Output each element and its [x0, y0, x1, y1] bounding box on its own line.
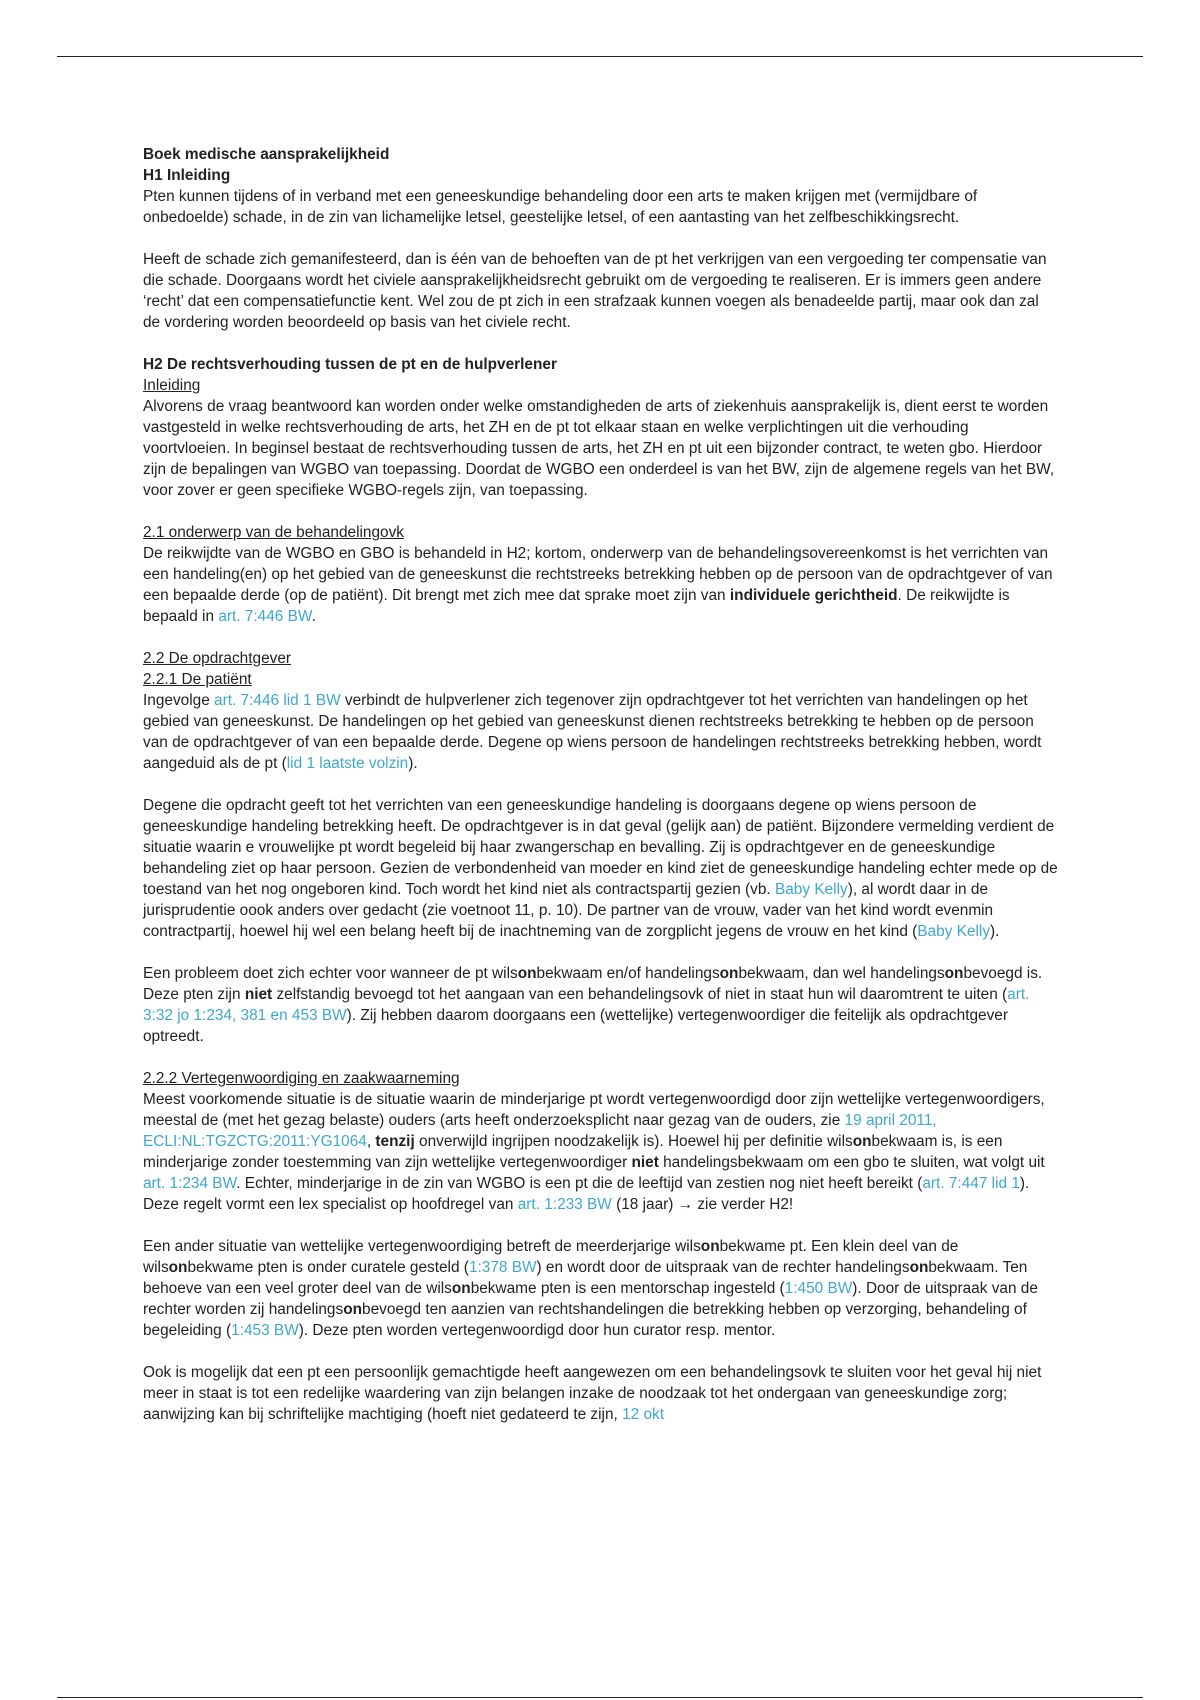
section-2-2-1-paragraph-3: Een probleem doet zich echter voor wanneer de pt wilsonbekwaam en/of handelingsonbekwaam, dan wel handelingsonbevoegd is. Deze pten zijn niet zelfstandig bevoegd tot het aangaan van een behandelingsovk of niet in staat hun wil daaromtrent te uiten (art. 3:32 jo 1:234, 381 en 453 BW). Zij hebben daarom doorgaans een (wettelijke) vertegenwoordiger die feitelijk als opdrachtgever optreedt. — [143, 965, 1043, 1045]
subheading-2-2-1: 2.2.1 De patiënt — [143, 671, 252, 688]
case-link[interactable]: 19 april 2011, ECLI:NL:TGZCTG:2011:YG1064 — [143, 1112, 937, 1150]
article-link[interactable]: art. 7:446 BW — [218, 608, 312, 625]
h1-paragraph-2: Heeft de schade zich gemanifesteerd, dan is één van de behoeften van de pt het verkrijgen van een vergoeding ter compensatie van die schade. Doorgaans wordt het civiele aansprakelijkheidsrecht gebruikt om de vergoeding te realiseren. Er is immers geen andere ‘recht’ dat een compensatiefunctie kent. Wel zou de pt zich in een strafzaak kunnen voegen als benadeelde partij, maar ook dan zal de vordering worden beoordeeld op basis van het civiele recht. — [143, 251, 1047, 331]
case-link[interactable]: 12 okt — [622, 1406, 665, 1423]
article-link[interactable]: 1:453 BW — [231, 1322, 299, 1339]
footer-rule — [57, 1697, 1143, 1698]
section-2-2-1-paragraph-2: Degene die opdracht geeft tot het verrichten van een geneeskundige handeling is doorgaans degene op wiens persoon de geneeskundige handeling betrekking heeft. De opdrachtgever is in dat geval (gelijk aan) de patiënt. Bijzondere vermelding verdient de situatie waarin e vrouwelijke pt wordt begeleid bij haar zwangerschap en bevalling. Zij is opdrachtgever en de geneeskundige behandeling ziet op haar persoon. Gezien de verbondenheid van moeder en kind ziet de geneeskundige handeling echter mede op de toestand van het nog ongeboren kind. Toch wordt het kind niet als contractspartij gezien (vb. Baby Kelly), al wordt daar in de jurisprudentie oook anders over gedacht (zie voetnoot 11, p. 10). De partner van de vrouw, vader van het kind wordt evenmin contractpartij, hoewel hij wel een belang heeft bij de inachtneming van de zorgplicht jegens de vrouw en het kind (Baby Kelly). — [143, 797, 1058, 940]
subheading-2-2-2: 2.2.2 Vertegenwoordiging en zaakwaarneming — [143, 1070, 460, 1087]
case-link[interactable]: Baby Kelly — [917, 923, 991, 940]
article-link[interactable]: 1:378 BW — [468, 1259, 537, 1276]
document-title: Boek medische aansprakelijkheid — [143, 146, 390, 163]
section-2-2-2-paragraph-1: Meest voorkomende situatie is de situatie waarin de minderjarige pt wordt vertegenwoordigd door zijn wettelijke vertegenwoordigers, meestal de (met het gezag belaste) ouders (arts heeft onderzoeksplicht naar gezag van de ouders, zie 19 april 2011, ECLI:NL:TGZCTG:2011:YG1064, tenzij onverwijld ingrijpen noodzakelijk is). Hoewel hij per definitie wilsonbekwaam is, is een minderjarige zonder toestemming van zijn wettelijke vertegenwoordiger niet handelingsbekwaam om een gbo te sluiten, wat volgt uit art. 1:234 BW. Echter, minderjarige in de zin van WGBO is een pt die de leeftijd van zestien nog niet heeft bereikt (art. 7:447 lid 1). Deze regelt vormt een lex specialist op hoofdregel van art. 1:233 BW (18 jaar) → zie verder H2! — [143, 1091, 1045, 1213]
article-link[interactable]: art. 7:447 lid 1 — [922, 1175, 1020, 1192]
section-2-2-2-paragraph-2: Een ander situatie van wettelijke vertegenwoordiging betreft de meerderjarige wilsonbekwame pt. Een klein deel van de wilsonbekwame pten is onder curatele gesteld (1:378 BW) en wordt door de uitspraak van de rechter handelingsonbekwaam. Ten behoeve van een veel groter deel van de wilsonbekwame pten is een mentorschap ingesteld (1:450 BW). Door de uitspraak van de rechter worden zij handelingsonbevoegd ten aanzien van rechtshandelingen die betrekking hebben op verzorging, behandeling of begeleiding (1:453 BW). Deze pten worden vertegenwoordigd door hun curator resp. mentor. — [143, 1238, 1038, 1339]
article-link[interactable]: art. 7:446 lid 1 BW — [214, 692, 341, 709]
section-2-2-2-paragraph-3: Ook is mogelijk dat een pt een persoonlijk gemachtigde heeft aangewezen om een behandelingsovk te sluiten voor het geval hij niet meer in staat is tot een redelijke waardering van zijn belangen inzake de noodzaak tot het ondergaan van geneeskundige zorg; aanwijzing kan bij schriftelijke machtiging (hoeft niet gedateerd te zijn, 12 okt — [143, 1364, 1042, 1423]
h1-paragraph-1: Pten kunnen tijdens of in verband met een geneeskundige behandeling door een arts te maken krijgen met (vermijdbare of onbedoelde) schade, in de zin van lichamelijke letsel, geestelijke letsel, of een aantasting van het zelfbeschikkingsrecht. — [143, 188, 978, 226]
section-2-2-1-paragraph-1: Ingevolge art. 7:446 lid 1 BW verbindt de hulpverlener zich tegenover zijn opdrachtgever tot het verrichten van handelingen op het gebied van geneeskunst. De handelingen op het gebied van geneeskunst dienen rechtstreeks betrekking te hebben op de persoon van de opdrachtgever of van een bepaalde derde. Degene op wiens persoon de handelingen rechtstreeks betrekking hebben, wordt aangeduid als de pt (lid 1 laatste volzin). — [143, 692, 1042, 772]
article-link[interactable]: lid 1 laatste volzin — [286, 755, 409, 772]
article-link[interactable]: art. 3:32 jo 1:234, 381 en 453 BW — [143, 986, 1030, 1024]
header-rule — [57, 56, 1143, 57]
subheading-inleiding: Inleiding — [143, 377, 201, 394]
heading-h2: H2 De rechtsverhouding tussen de pt en de hulpverlener — [143, 356, 557, 373]
subheading-2-1: 2.1 onderwerp van de behandelingovk — [143, 524, 404, 541]
inleiding-paragraph: Alvorens de vraag beantwoord kan worden onder welke omstandigheden de arts of ziekenhuis aansprakelijk is, dient eerst te worden vastgesteld in welke rechtsverhouding de arts, het ZH en de pt tot elkaar staan en welke verplichtingen uit die verhouding voortvloeien. In beginsel bestaat de rechtsverhouding tussen de arts, het ZH en pt uit een bijzonder contract, te weten gbo. Hierdoor zijn de bepalingen van WGBO van toepassing. Doordat de WGBO een onderdeel is van het BW, zijn de algemene regels van het BW, voor zover er geen specifieke WGBO-regels zijn, van toepassing. — [143, 398, 1055, 499]
article-link[interactable]: art. 1:233 BW — [517, 1196, 612, 1213]
article-link[interactable]: 1:450 BW — [784, 1280, 853, 1297]
case-link[interactable]: Baby Kelly — [774, 881, 848, 898]
article-link[interactable]: art. 1:234 BW — [143, 1175, 237, 1192]
section-2-1-paragraph: De reikwijdte van de WGBO en GBO is behandeld in H2; kortom, onderwerp van de behandelingsovereenkomst is het verrichten van een handeling(en) op het gebied van de geneeskunst die rechtstreeks betrekking hebben op de persoon van de opdrachtgever of van een bepaalde derde (op de patiënt). Dit brengt met zich mee dat sprake moet zijn van individuele gerichtheid. De reikwijdte is bepaald in art. 7:446 BW. — [143, 545, 1053, 625]
document-page — [143, 144, 1059, 1425]
subheading-2-2: 2.2 De opdrachtgever — [143, 650, 292, 667]
heading-h1: H1 Inleiding — [143, 167, 231, 184]
